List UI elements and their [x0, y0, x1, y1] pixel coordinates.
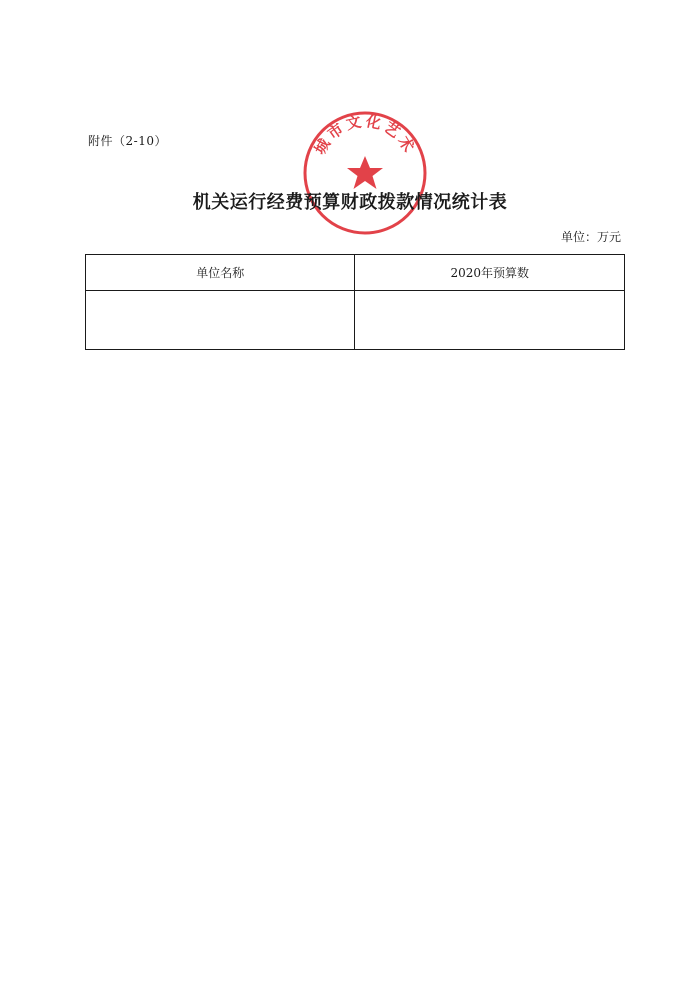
table-row	[86, 291, 625, 350]
budget-table	[85, 254, 625, 350]
seal-star-icon	[347, 156, 383, 189]
unit-label: 单位：万元	[560, 230, 621, 244]
cell-unit-name	[86, 291, 355, 350]
attachment-label: 附件（2-10）	[88, 134, 167, 148]
cell-2020-budget	[355, 291, 625, 350]
seal-text: 城市文化艺术	[310, 112, 420, 158]
svg-text:城市文化艺术	[311, 112, 420, 158]
document-title: 机关运行经费预算财政拨款情况统计表	[192, 192, 508, 213]
header-unit-name: 单位名称	[86, 255, 355, 291]
table-header-row	[86, 255, 625, 291]
header-2020-budget: 2020年预算数	[355, 255, 625, 291]
official-seal	[300, 108, 430, 238]
